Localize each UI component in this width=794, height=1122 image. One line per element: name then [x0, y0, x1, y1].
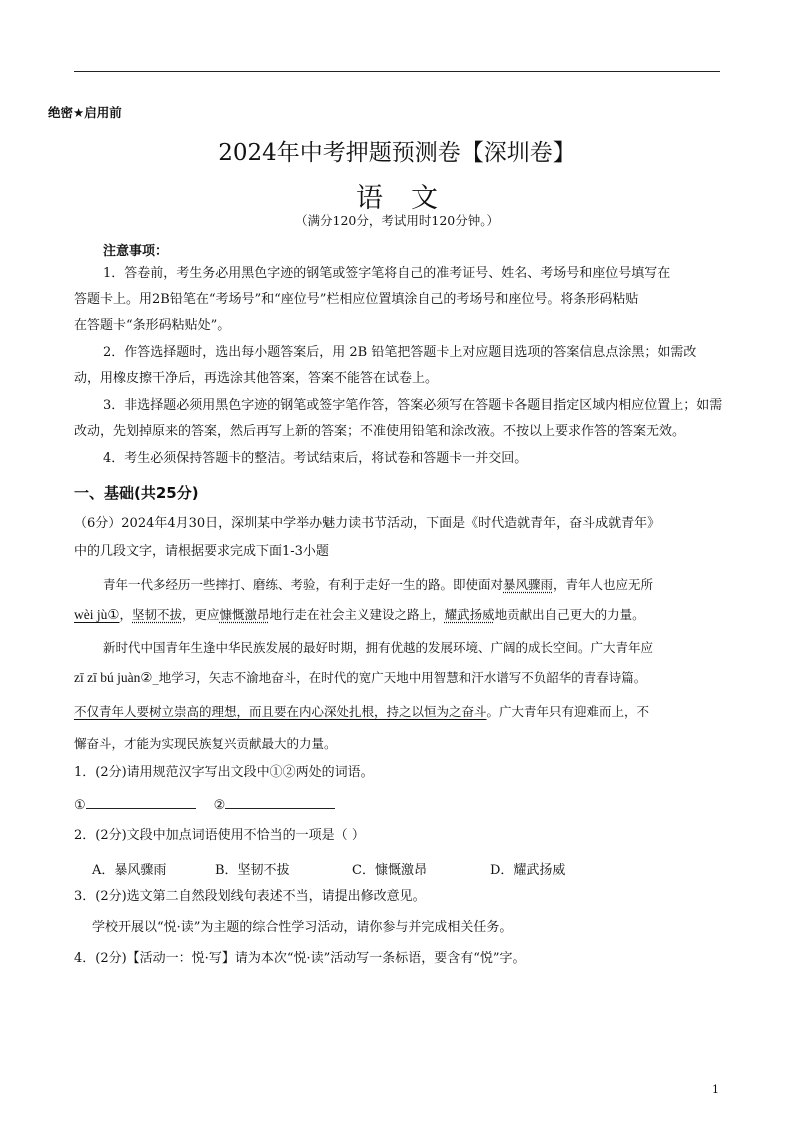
- passage-intro: 中的几段文字，请根据要求完成下面1-3小题: [74, 544, 329, 559]
- dotted-term: 坚韧不拔: [132, 607, 183, 622]
- question-2: 2．(2分)文段中加点词语使用不恰当的一项是（ ）: [74, 828, 365, 843]
- pinyin-blank-2: zī zī bú juàn②: [74, 670, 153, 685]
- section-heading: 一、基础(共25分): [74, 484, 199, 502]
- passage-paragraph: [103, 575, 653, 593]
- exam-title: 2024年中考押题预测卷【深圳卷】: [218, 140, 576, 166]
- subject-title: 语文: [356, 183, 466, 214]
- option-c[interactable]: C．慷慨激昂: [352, 863, 427, 878]
- passage-paragraph: [74, 605, 645, 623]
- score-info: （满分120分，考试用时120分钟。）: [295, 213, 499, 228]
- question-4: 4．(2分)【活动一：悦·写】请为本次“悦·读”活动写一条标语，要含有“悦”字。: [74, 951, 526, 966]
- passage-text: 青年一代多经历一些摔打、磨练、考验，有利于走好一生的路。即使面对: [103, 577, 504, 592]
- dotted-term: 暴风骤雨: [503, 577, 554, 592]
- header-rule: [74, 71, 720, 72]
- passage-text: 地贡献出自己更大的力量。: [494, 607, 645, 622]
- passage-text: 地行走在社会主义建设之路上，: [269, 607, 445, 622]
- confidential-label: 绝密★启用前: [48, 105, 122, 120]
- note-line: 3．非选择题必须用黑色字迹的钢笔或签字笔作答，答案必须写在答题卡各题目指定区域内相应位置上；如需: [103, 398, 723, 413]
- passage-text: ，青年人也应无所: [553, 577, 654, 592]
- note-line: 1．答卷前，考生务必用黑色字迹的钢笔或签字笔将自己的准考证号、姓名、考场号和座位号填写在: [103, 266, 671, 281]
- note-line: 在答题卡“条形码粘贴处”。: [74, 318, 231, 333]
- dotted-term: 慷慨激昂: [219, 607, 270, 622]
- pinyin-blank-1: wèi jù①: [74, 607, 120, 622]
- passage-intro: （6分）2024年4月30日，深圳某中学举办魅力读书节活动，下面是《时代造就青年，奋斗成就青年》: [74, 516, 661, 531]
- passage-text: _地学习，矢志不渝地奋斗，在时代的宽广天地中用智慧和汗水谱写不负韶华的青春诗篇。: [152, 670, 647, 685]
- option-b[interactable]: B．坚韧不拔: [215, 863, 290, 878]
- blank-label-2: ②: [213, 798, 226, 813]
- blank-label-1: ①: [74, 798, 86, 813]
- question-1: 1．(2分)请用规范汉字写出文段中①②两处的词语。: [74, 765, 374, 780]
- note-line: 动，用橡皮擦干净后，再选涂其他答案，答案不能答在试卷上。: [74, 371, 439, 386]
- note-line: 4．考生必须保持答题卡的整洁。考试结束后，将试卷和答题卡一并交回。: [103, 451, 528, 466]
- answer-blank-2[interactable]: [225, 796, 335, 809]
- activity-intro: 学校开展以“悦·读”为主题的综合性学习活动，请你参与并完成相关任务。: [92, 920, 513, 935]
- underlined-sentence: 不仅青年人要树立崇高的理想，而且要在内心深处扎根，持之以恒为之奋斗: [74, 704, 487, 719]
- option-d[interactable]: D．耀武扬威: [490, 863, 566, 878]
- passage-text: ，更应: [182, 607, 220, 622]
- note-line: 2．作答选择题时，选出每小题答案后，用 2B 铅笔把答题卡上对应题目选项的答案信息点涂黑；如需改: [103, 345, 697, 360]
- passage-paragraph: [74, 668, 646, 686]
- passage-paragraph: 懈奋斗，才能为实现民族复兴贡献最大的力量。: [74, 736, 337, 751]
- passage-paragraph: 新时代中国青年生逢中华民族发展的最好时期，拥有优越的发展环境、广阔的成长空间。广大青年应: [103, 640, 654, 655]
- notes-heading: 注意事项：: [103, 244, 169, 259]
- passage-text: 。广大青年只有迎难而上，不: [486, 704, 650, 719]
- passage-paragraph: [74, 702, 649, 720]
- page-number: 1: [712, 1083, 719, 1096]
- dotted-term: 耀武扬威: [444, 607, 495, 622]
- answer-blank-1[interactable]: [86, 796, 196, 809]
- answer-blanks: [74, 796, 335, 812]
- note-line: 改动，先划掉原来的答案，然后再写上新的答案；不准使用铅笔和涂改液。不按以上要求作答的答案无效。: [74, 424, 686, 439]
- question-3: 3．(2分)选文第二自然段划线句表述不当，请提出修改意见。: [74, 889, 426, 904]
- passage-text: ，: [119, 607, 132, 622]
- note-line: 答题卡上。用2B铅笔在“考场号”和“座位号”栏相应位置填涂自己的考场号和座位号。将条形码粘贴: [74, 292, 639, 307]
- option-a[interactable]: A．暴风骤雨: [92, 863, 167, 878]
